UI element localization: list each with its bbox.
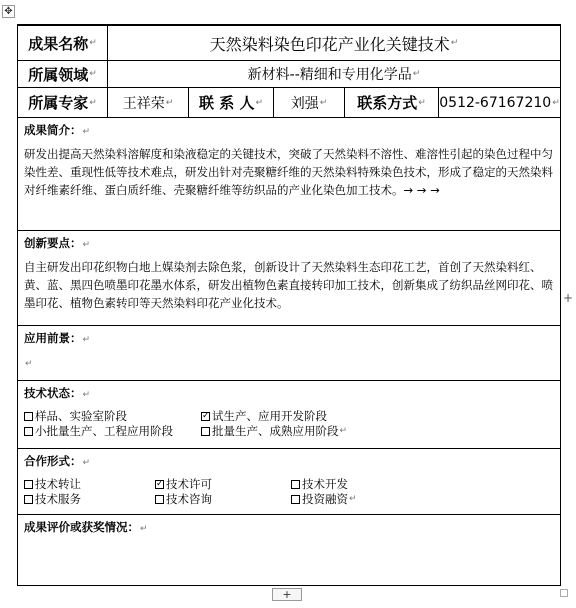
checkbox-icon[interactable]: [24, 495, 33, 504]
innovation-section[interactable]: [17, 230, 561, 325]
tech-status-option[interactable]: 样品、实验室阶段: [24, 409, 201, 424]
insert-column-plus-icon[interactable]: +: [562, 291, 574, 305]
cooperation-option[interactable]: 技术转让: [24, 477, 155, 492]
expert-row: [17, 87, 561, 117]
innovation-body: 自主研发出印花织物白地上媒染剂去除色浆，创新设计了天然染料生态印花工艺，首创了天然染料红、黄、蓝、黑四色喷墨印花墨水体系，研发出植物色素直接转印加工技术，创新集成了纺织品丝网印花、喷墨印花、植物色素转印等天然染料印花产业化技术。: [24, 260, 553, 310]
summary-body: 研发出提高天然染料溶解度和染液稳定的关键技术，突破了天然染料不溶性、难溶性引起的染色过程中匀染性差、重现性低等技术难点，研发出针对壳聚糖纤维的天然染料特殊染色技术，形成了稳定的天然染料对纤维素纤维、蛋白质纤维、壳聚糖纤维等纺织品的产业化染色加工技术。→ → →: [24, 147, 553, 197]
tech-status-title: 技术状态：↵: [24, 386, 91, 400]
name-value: 天然染料染色印花产业化关键技术: [209, 34, 450, 54]
evaluation-title: 成果评价或获奖情况：↵: [24, 520, 148, 534]
expert-value: 王祥荣: [122, 95, 165, 112]
evaluation-section[interactable]: [17, 514, 561, 586]
table-move-handle-icon[interactable]: ✥: [2, 5, 15, 18]
field-label: 所属领域: [28, 65, 89, 84]
contact-value: 刘强: [290, 95, 319, 112]
contact-method-label: 联系方式: [357, 94, 418, 112]
prospect-section[interactable]: [17, 325, 561, 380]
name-label-cell[interactable]: [18, 26, 108, 60]
tech-status-option[interactable]: 批量生产、成熟应用阶段 ↵: [201, 424, 554, 439]
table-resize-handle-icon[interactable]: [560, 589, 568, 597]
checkbox-checked-icon[interactable]: ✓: [156, 479, 164, 489]
summary-title: 成果简介：↵: [24, 123, 91, 137]
contact-method-label-cell[interactable]: [345, 88, 439, 117]
checkbox-icon[interactable]: [24, 480, 33, 489]
field-value-cell[interactable]: [108, 61, 560, 87]
cell-end-mark: ↵: [412, 69, 421, 79]
cooperation-option[interactable]: 投资融资 ↵: [291, 492, 554, 507]
contact-method-value-cell[interactable]: [439, 88, 560, 117]
name-value-cell[interactable]: [108, 26, 560, 60]
name-label: 成果名称: [28, 34, 89, 53]
tech-status-options: [24, 409, 554, 439]
contact-method-value: 0512-67167210: [439, 94, 552, 111]
cooperation-option[interactable]: ✓ 技术许可: [156, 477, 212, 491]
expert-label: 所属专家: [28, 94, 89, 112]
summary-section[interactable]: [17, 117, 561, 230]
cooperation-option[interactable]: 技术咨询: [155, 492, 291, 507]
tech-status-section: [17, 380, 561, 448]
field-label-cell[interactable]: [18, 61, 108, 87]
cell-end-mark: ↵: [89, 38, 97, 48]
cell-end-mark: ↵: [165, 97, 174, 108]
cell-end-mark: ↵: [89, 97, 97, 108]
add-row-plus-icon[interactable]: +: [272, 588, 302, 601]
expert-value-cell[interactable]: [108, 88, 189, 117]
checkbox-checked-icon[interactable]: ✓: [202, 411, 210, 421]
cooperation-section: [17, 448, 561, 514]
cooperation-title: 合作形式：↵: [24, 454, 91, 468]
cell-end-mark: ↵: [255, 97, 263, 108]
checkbox-icon[interactable]: [24, 412, 33, 421]
name-row: [17, 24, 561, 60]
contact-label-cell[interactable]: [189, 88, 274, 117]
prospect-body: ↵: [25, 359, 33, 369]
innovation-title: 创新要点：↵: [24, 236, 91, 250]
cell-end-mark: ↵: [319, 97, 328, 108]
cell-end-mark: ↵: [89, 69, 97, 79]
checkbox-icon[interactable]: [291, 495, 300, 504]
cooperation-options: [24, 477, 554, 507]
contact-label: 联 系 人: [199, 94, 255, 112]
achievement-table: [17, 24, 561, 586]
checkbox-icon[interactable]: [24, 427, 33, 436]
checkbox-icon[interactable]: [291, 480, 300, 489]
tech-status-option[interactable]: 小批量生产、工程应用阶段: [24, 424, 201, 439]
field-value: 新材料--精细和专用化学品: [247, 67, 412, 83]
field-row: [17, 60, 561, 87]
cell-end-mark: ↵: [450, 38, 459, 48]
checkbox-icon[interactable]: [201, 427, 210, 436]
cell-end-mark: ↵: [418, 97, 426, 108]
cooperation-option[interactable]: 技术服务: [24, 492, 155, 507]
expert-label-cell[interactable]: [18, 88, 108, 117]
checkbox-icon[interactable]: [155, 495, 164, 504]
prospect-title: 应用前景：↵: [24, 331, 91, 345]
cell-end-mark: ↵: [552, 97, 560, 108]
tech-status-option[interactable]: ✓ 试生产、应用开发阶段: [202, 409, 327, 423]
cooperation-option[interactable]: 技术开发: [291, 477, 554, 492]
contact-value-cell[interactable]: [274, 88, 345, 117]
